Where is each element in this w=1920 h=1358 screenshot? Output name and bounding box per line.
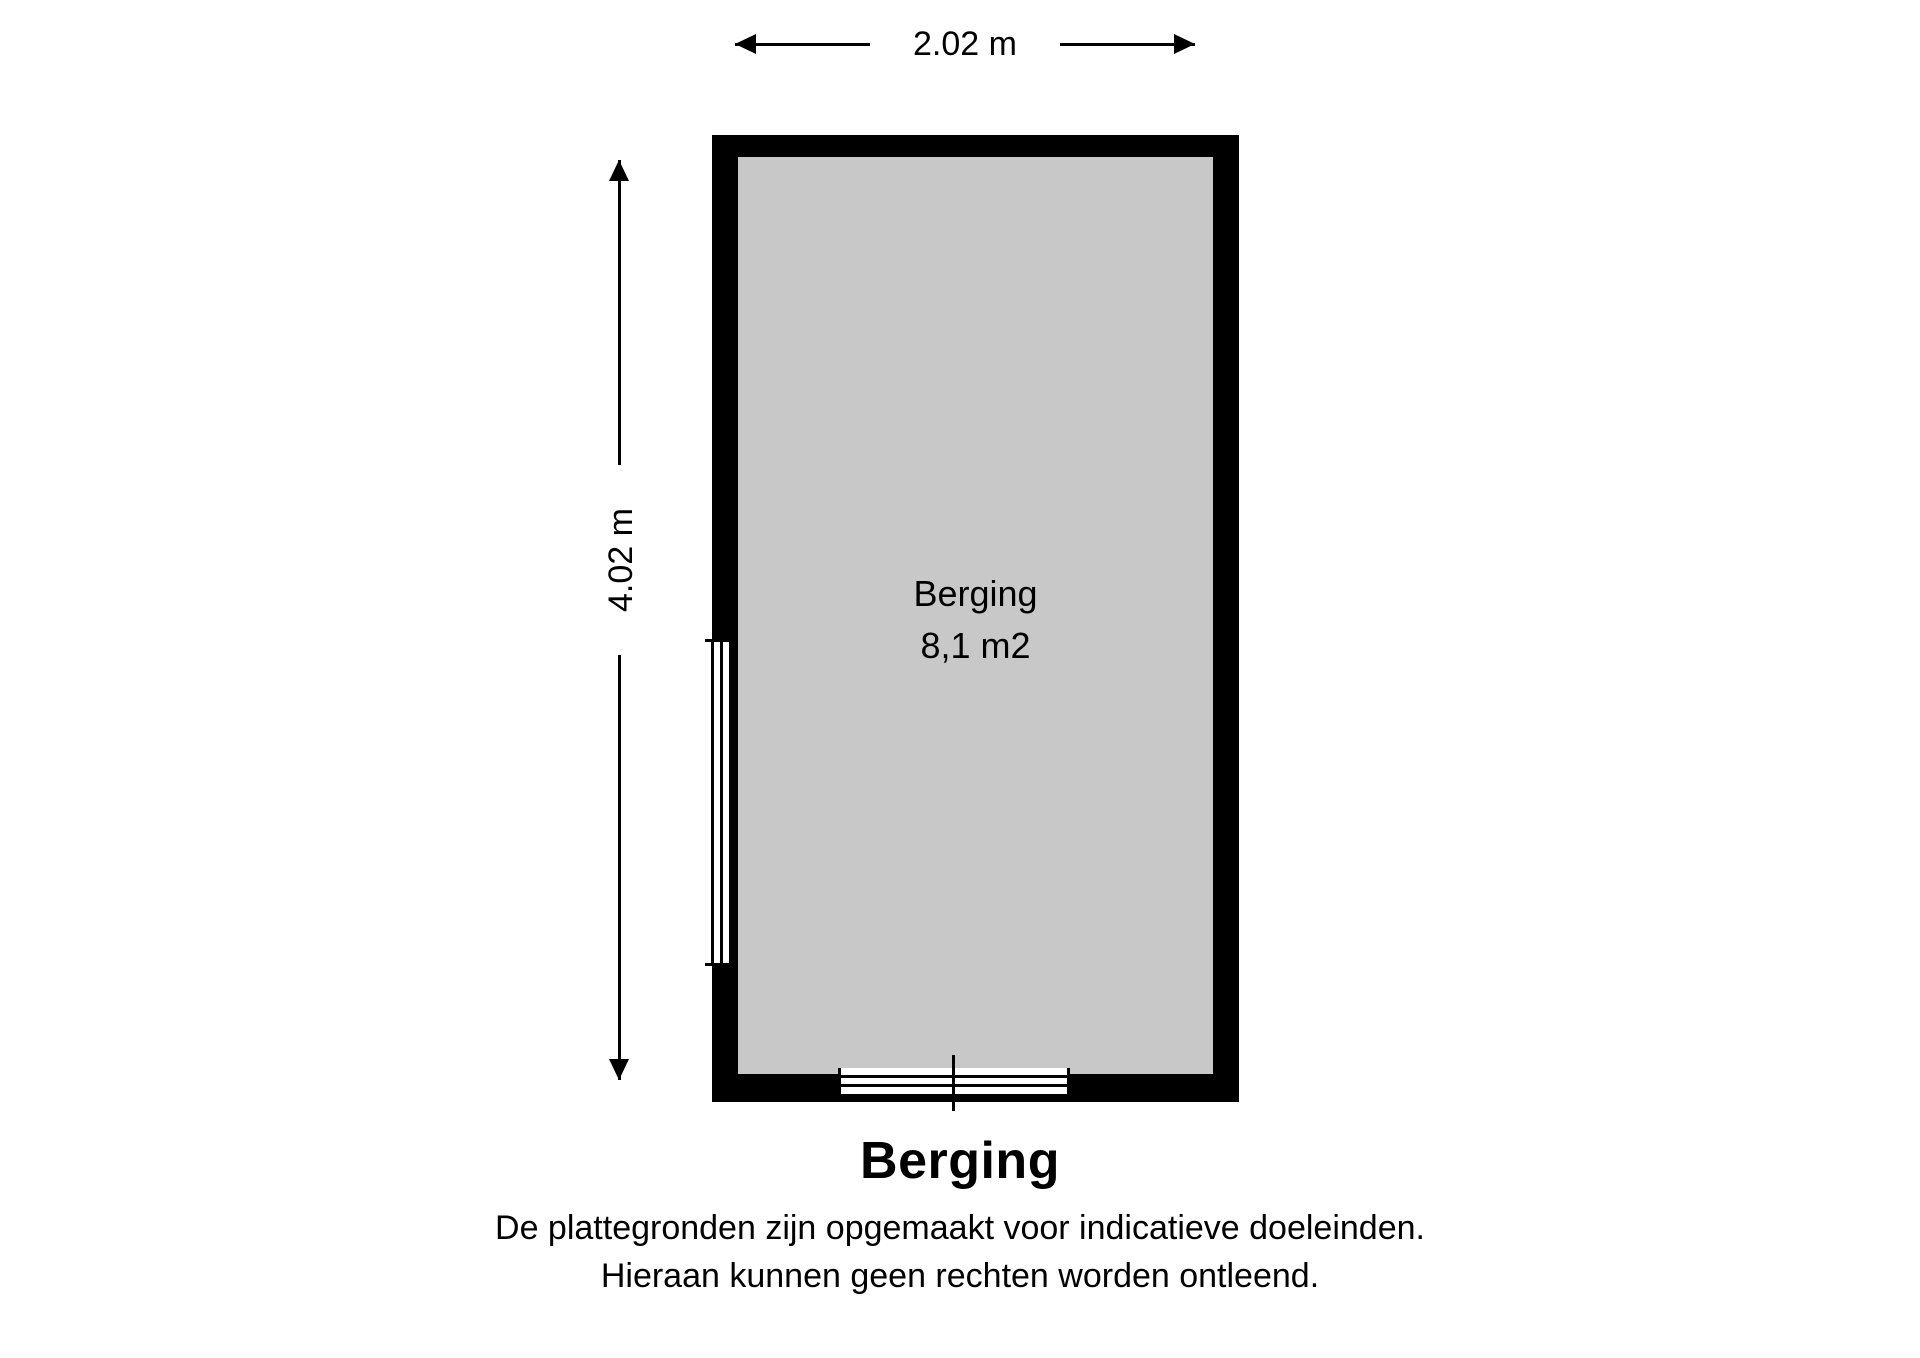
dimension-width-arrow-left-icon [735,34,756,54]
caption-block [0,1128,1920,1300]
dimension-height-arrow-up-icon [609,160,629,181]
window-pane [720,642,723,963]
disclaimer-line-2: Hieraan kunnen geen rechten worden ontleend. [600,1257,1320,1295]
room-area: 8,1 m2 [920,625,1031,666]
dimension-width [735,18,1195,70]
door-center-marker-icon [952,1055,955,1111]
dimension-height-label: 4.02 m [601,465,641,655]
dimension-width-label: 2.02 m [870,24,1060,64]
room-label-berging [712,568,1239,672]
window-pane [711,642,714,963]
window-icon-left-wall [705,639,729,966]
disclaimer-line-1: De plattegronden zijn opgemaakt voor indicatieve doeleinden. [495,1209,1425,1247]
room-name: Berging [913,573,1038,614]
dimension-height [590,160,650,1080]
plan-title: Berging [860,1132,1060,1190]
dimension-width-arrow-right-icon [1174,34,1195,54]
dimension-height-arrow-down-icon [609,1059,629,1080]
